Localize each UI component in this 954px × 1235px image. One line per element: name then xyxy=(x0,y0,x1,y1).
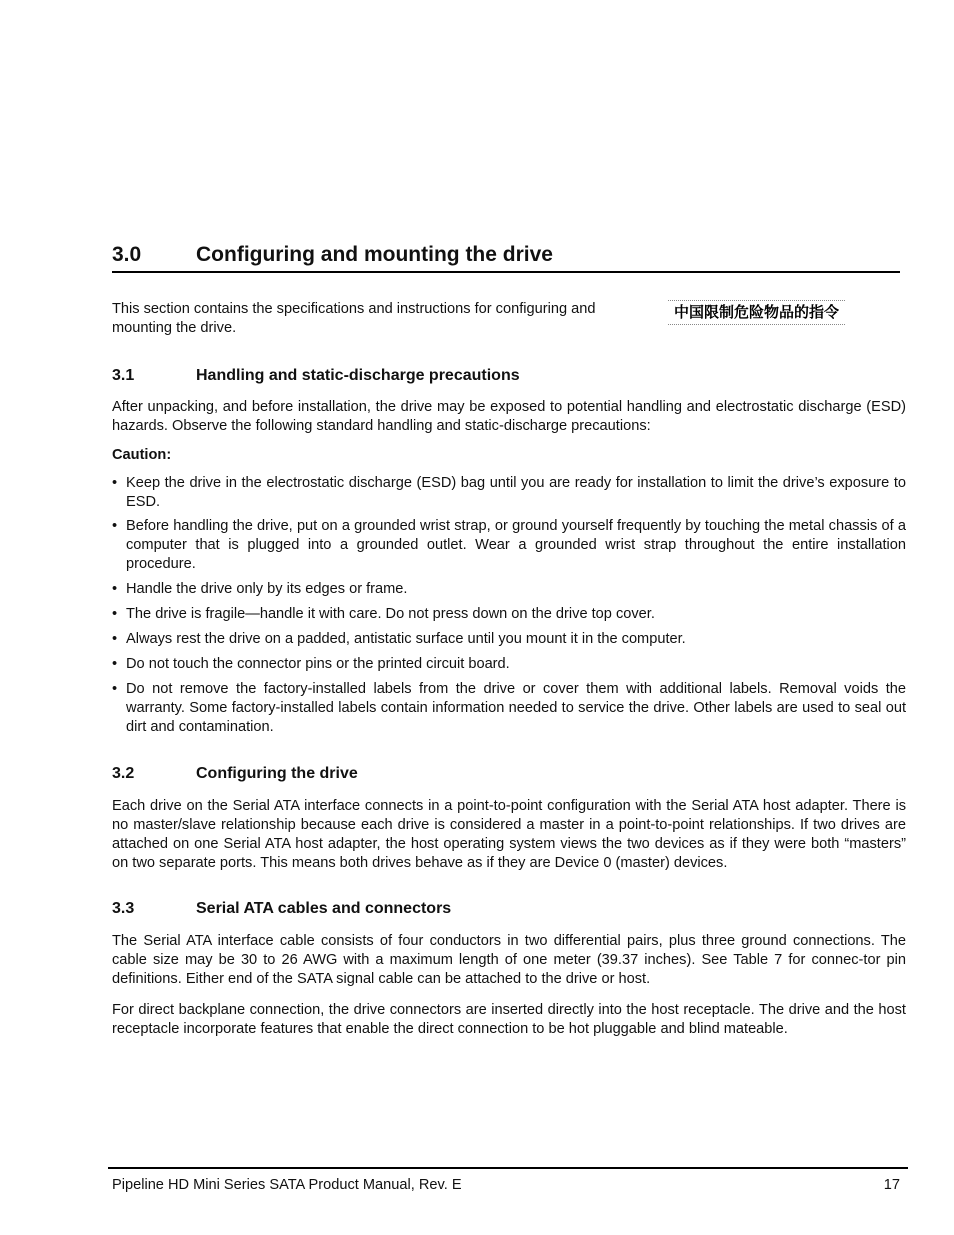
section-number: 3.3 xyxy=(112,900,135,917)
section-title: Configuring the drive xyxy=(196,765,358,782)
section-title: Serial ATA cables and connectors xyxy=(196,900,452,917)
handling-intro-paragraph: After unpacking, and before installation, the drive may be exposed to potential handling and electrostatic discharge (ESD) hazards. Observe the following standard handling and static-discharge precautions: xyxy=(112,399,906,434)
footer-rule xyxy=(108,1167,908,1169)
bullet-marker: • xyxy=(112,581,118,597)
section-heading-3-3 xyxy=(112,898,906,920)
list-item-text: Before handling the drive, put on a grounded wrist strap, or ground yourself frequently by touching the metal chassis of a computer that is plugged into a grounded outlet. Wear a grounded wrist strap throughout the entire installation procedure. xyxy=(126,518,906,572)
intro-line-2: mounting the drive. xyxy=(112,320,237,336)
list-item-text: Do not touch the connector pins or the printed circuit board. xyxy=(126,656,510,672)
list-item xyxy=(112,517,906,574)
cables-paragraph-2: For direct backplane connection, the drive connectors are inserted directly into the host receptacle. The drive and the host receptacle incorporate features that enable the direct connection to be hot pluggable and blind mateable. xyxy=(112,1002,906,1037)
list-item xyxy=(112,605,906,624)
list-item xyxy=(112,474,906,512)
list-item xyxy=(112,680,906,737)
bullet-marker: • xyxy=(112,631,118,647)
list-item xyxy=(112,580,906,599)
chapter-number: 3.0 xyxy=(112,243,142,266)
list-item-text: Always rest the drive on a padded, antistatic surface until you mount it in the computer. xyxy=(126,631,686,647)
configuring-paragraph: Each drive on the Serial ATA interface connects in a point-to-point configuration with the Serial ATA host adapter. There is no master/slave relationship because each drive is considered a master in a point-to-point relationships. If two drives are attached on one Serial ATA host adapter, the host operating system views the two devices as if they were both “masters” on two separate ports. This means both drives behave as if they are Device 0 (master) devices. xyxy=(112,798,906,871)
footer-title: Pipeline HD Mini Series SATA Product Manual, Rev. E xyxy=(112,1177,462,1193)
intro-line-1: This section contains the specifications and instructions for configuring and xyxy=(112,301,596,317)
section-number: 3.1 xyxy=(112,367,135,384)
list-item-text: The drive is fragile—handle it with care. Do not press down on the drive top cover. xyxy=(126,606,655,622)
section-title: Handling and static-discharge precautions xyxy=(196,367,520,384)
list-item xyxy=(112,630,906,649)
cables-paragraph-1: The Serial ATA interface cable consists of four conductors in two differential pairs, plus three ground connections. The cable size may be 30 to 26 AWG with a maximum length of one meter (39.37 inches). See Table 7 for connec-tor pin definitions. Either end of the SATA signal cable can be attached to the drive or host. xyxy=(112,933,906,987)
section-heading-3-2 xyxy=(112,763,906,785)
page-number: 17 xyxy=(883,1177,900,1193)
list-item-text: Do not remove the factory-installed labels from the drive or cover them with additional labels. Removal voids the warranty. Some factory-installed labels contain information needed to service the drive. Other labels are used to seal out dirt and contamination. xyxy=(126,681,906,735)
list-item-text: Keep the drive in the electrostatic discharge (ESD) bag until you are ready for installation to limit the drive’s exposure to ESD. xyxy=(126,475,906,510)
chapter-title: Configuring and mounting the drive xyxy=(196,243,553,266)
caution-label: Caution: xyxy=(112,447,172,463)
bullet-marker: • xyxy=(112,475,118,491)
list-item xyxy=(112,655,906,674)
bullet-marker: • xyxy=(112,656,118,672)
precautions-list xyxy=(112,474,906,737)
china-rohs-stamp: 中国限制危险物品的指令 xyxy=(668,300,845,325)
bullet-marker: • xyxy=(112,681,118,697)
section-heading-3-1 xyxy=(112,365,906,387)
chapter-heading xyxy=(112,241,900,273)
bullet-marker: • xyxy=(112,518,118,534)
bullet-marker: • xyxy=(112,606,118,622)
section-number: 3.2 xyxy=(112,765,135,782)
list-item-text: Handle the drive only by its edges or frame. xyxy=(126,581,408,597)
